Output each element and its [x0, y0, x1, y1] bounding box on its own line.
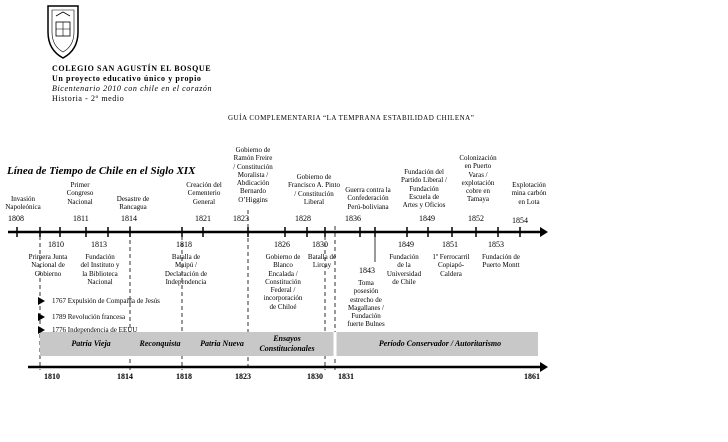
- event-1830-label: Batalla de Lircay: [307, 253, 337, 270]
- event-1814-label: Desastre de Rancagua: [116, 195, 150, 212]
- event-1854-year: 1854: [512, 216, 528, 225]
- period-year-1814: 1814: [117, 372, 133, 381]
- event-1830-year: 1830: [312, 240, 328, 249]
- event-1823-label: Gobierno de Ramón Freire / Constitución Moralista / Abdicación Bernardo O’Higgins: [233, 146, 273, 204]
- event-1814-year: 1814: [121, 214, 137, 223]
- note-us-independence: 1776 Independencia de EEUU: [52, 326, 138, 334]
- event-1849b-year: 1849: [398, 240, 414, 249]
- period-year-1831: 1831: [338, 372, 354, 381]
- period-conservador: Período Conservador / Autoritarismo: [378, 339, 502, 348]
- period-year-1823: 1823: [235, 372, 251, 381]
- event-1818-year: 1818: [176, 240, 192, 249]
- event-1821-year: 1821: [195, 214, 211, 223]
- event-1818-label: Batalla de Maipú / Declaración de Independencia: [164, 253, 208, 286]
- period-year-1818: 1818: [176, 372, 192, 381]
- event-1810-year: 1810: [48, 240, 64, 249]
- event-1813-year: 1813: [91, 240, 107, 249]
- period-year-1861: 1861: [524, 372, 540, 381]
- event-1823-year: 1823: [233, 214, 249, 223]
- event-1843-label: Toma posesión estrecho de Magallanes / Fundación fuerte Bulnes: [347, 279, 385, 329]
- event-1821-label: Creación del Cementerio General: [186, 181, 222, 206]
- event-1808-year: 1808: [8, 214, 24, 223]
- event-1836-year: 1836: [345, 214, 361, 223]
- bicentennial-slogan: Bicentenario 2010 con chile en el corazón: [52, 84, 213, 93]
- subject-label: Historia - 2º medio: [52, 94, 125, 103]
- event-1851-label: 1º Ferrocarril Copiapó- Caldera: [432, 253, 470, 278]
- main-timeline-arrow: [540, 227, 548, 237]
- event-1853-year: 1853: [488, 240, 504, 249]
- note-jesuit-expulsion: 1767 Expulsión de Compañía de Jesús: [52, 297, 160, 305]
- event-1811-year: 1811: [73, 214, 89, 223]
- event-1813-label: Fundación del Instituto y la Biblioteca Nacional: [80, 253, 120, 286]
- event-1828-year: 1828: [295, 214, 311, 223]
- school-name: COLEGIO SAN AGUSTÍN EL BOSQUE: [52, 64, 212, 73]
- period-patria-nueva: Patria Nueva: [200, 339, 244, 348]
- event-1852-year: 1852: [468, 214, 484, 223]
- period-year-1810: 1810: [44, 372, 60, 381]
- school-motto: Un proyecto educativo único y propio: [52, 74, 202, 83]
- event-1843-year: 1843: [359, 266, 375, 275]
- timeline-title: Línea de Tiempo de Chile en el Siglo XIX: [7, 165, 196, 177]
- event-1852-label: Colonización en Puerto Varas / explotación cobre en Tamaya: [459, 154, 497, 204]
- note-french-revolution: 1789 Revolución francesa: [52, 313, 126, 321]
- event-1810-label: Primera Junta Nacional de Gobierno: [28, 253, 68, 278]
- period-reconquista: Reconquista: [139, 339, 181, 348]
- event-1828-label: Gobierno de Francisco A. Pinto / Constitución Liberal: [288, 173, 340, 206]
- event-1808-label: Invasión Napoleónica: [5, 195, 41, 212]
- event-1854-label: Explotación mina carbón en Lota: [511, 181, 547, 206]
- event-1826-label: Gobierno de Blanco Encalada / Constitución Federal / incorporación de Chiloé: [263, 253, 303, 311]
- period-timeline-arrow: [540, 362, 548, 372]
- context-bullets: [38, 297, 45, 334]
- event-1826-year: 1826: [274, 240, 290, 249]
- period-year-1830: 1830: [307, 372, 323, 381]
- event-1851-year: 1851: [442, 240, 458, 249]
- event-1849-year: 1849: [419, 214, 435, 223]
- event-1849b-label: Fundación de la Universidad de Chile: [386, 253, 422, 286]
- event-1811-label: Primer Congreso Nacional: [66, 181, 94, 206]
- guide-title: GUÍA COMPLEMENTARIA “LA TEMPRANA ESTABILIDAD CHILENA”: [228, 114, 475, 122]
- period-ensayos-constitucionales: Ensayos Constitucionales: [259, 334, 315, 353]
- period-patria-vieja: Patria Vieja: [71, 339, 111, 348]
- event-1836-label: Guerra contra la Confederación Perú-boliviana: [345, 186, 391, 211]
- event-1853-label: Fundación de Puerto Montt: [482, 253, 520, 270]
- event-1849-label: Fundación del Partido Liberal / Fundación Escuela de Artes y Oficios: [401, 168, 447, 210]
